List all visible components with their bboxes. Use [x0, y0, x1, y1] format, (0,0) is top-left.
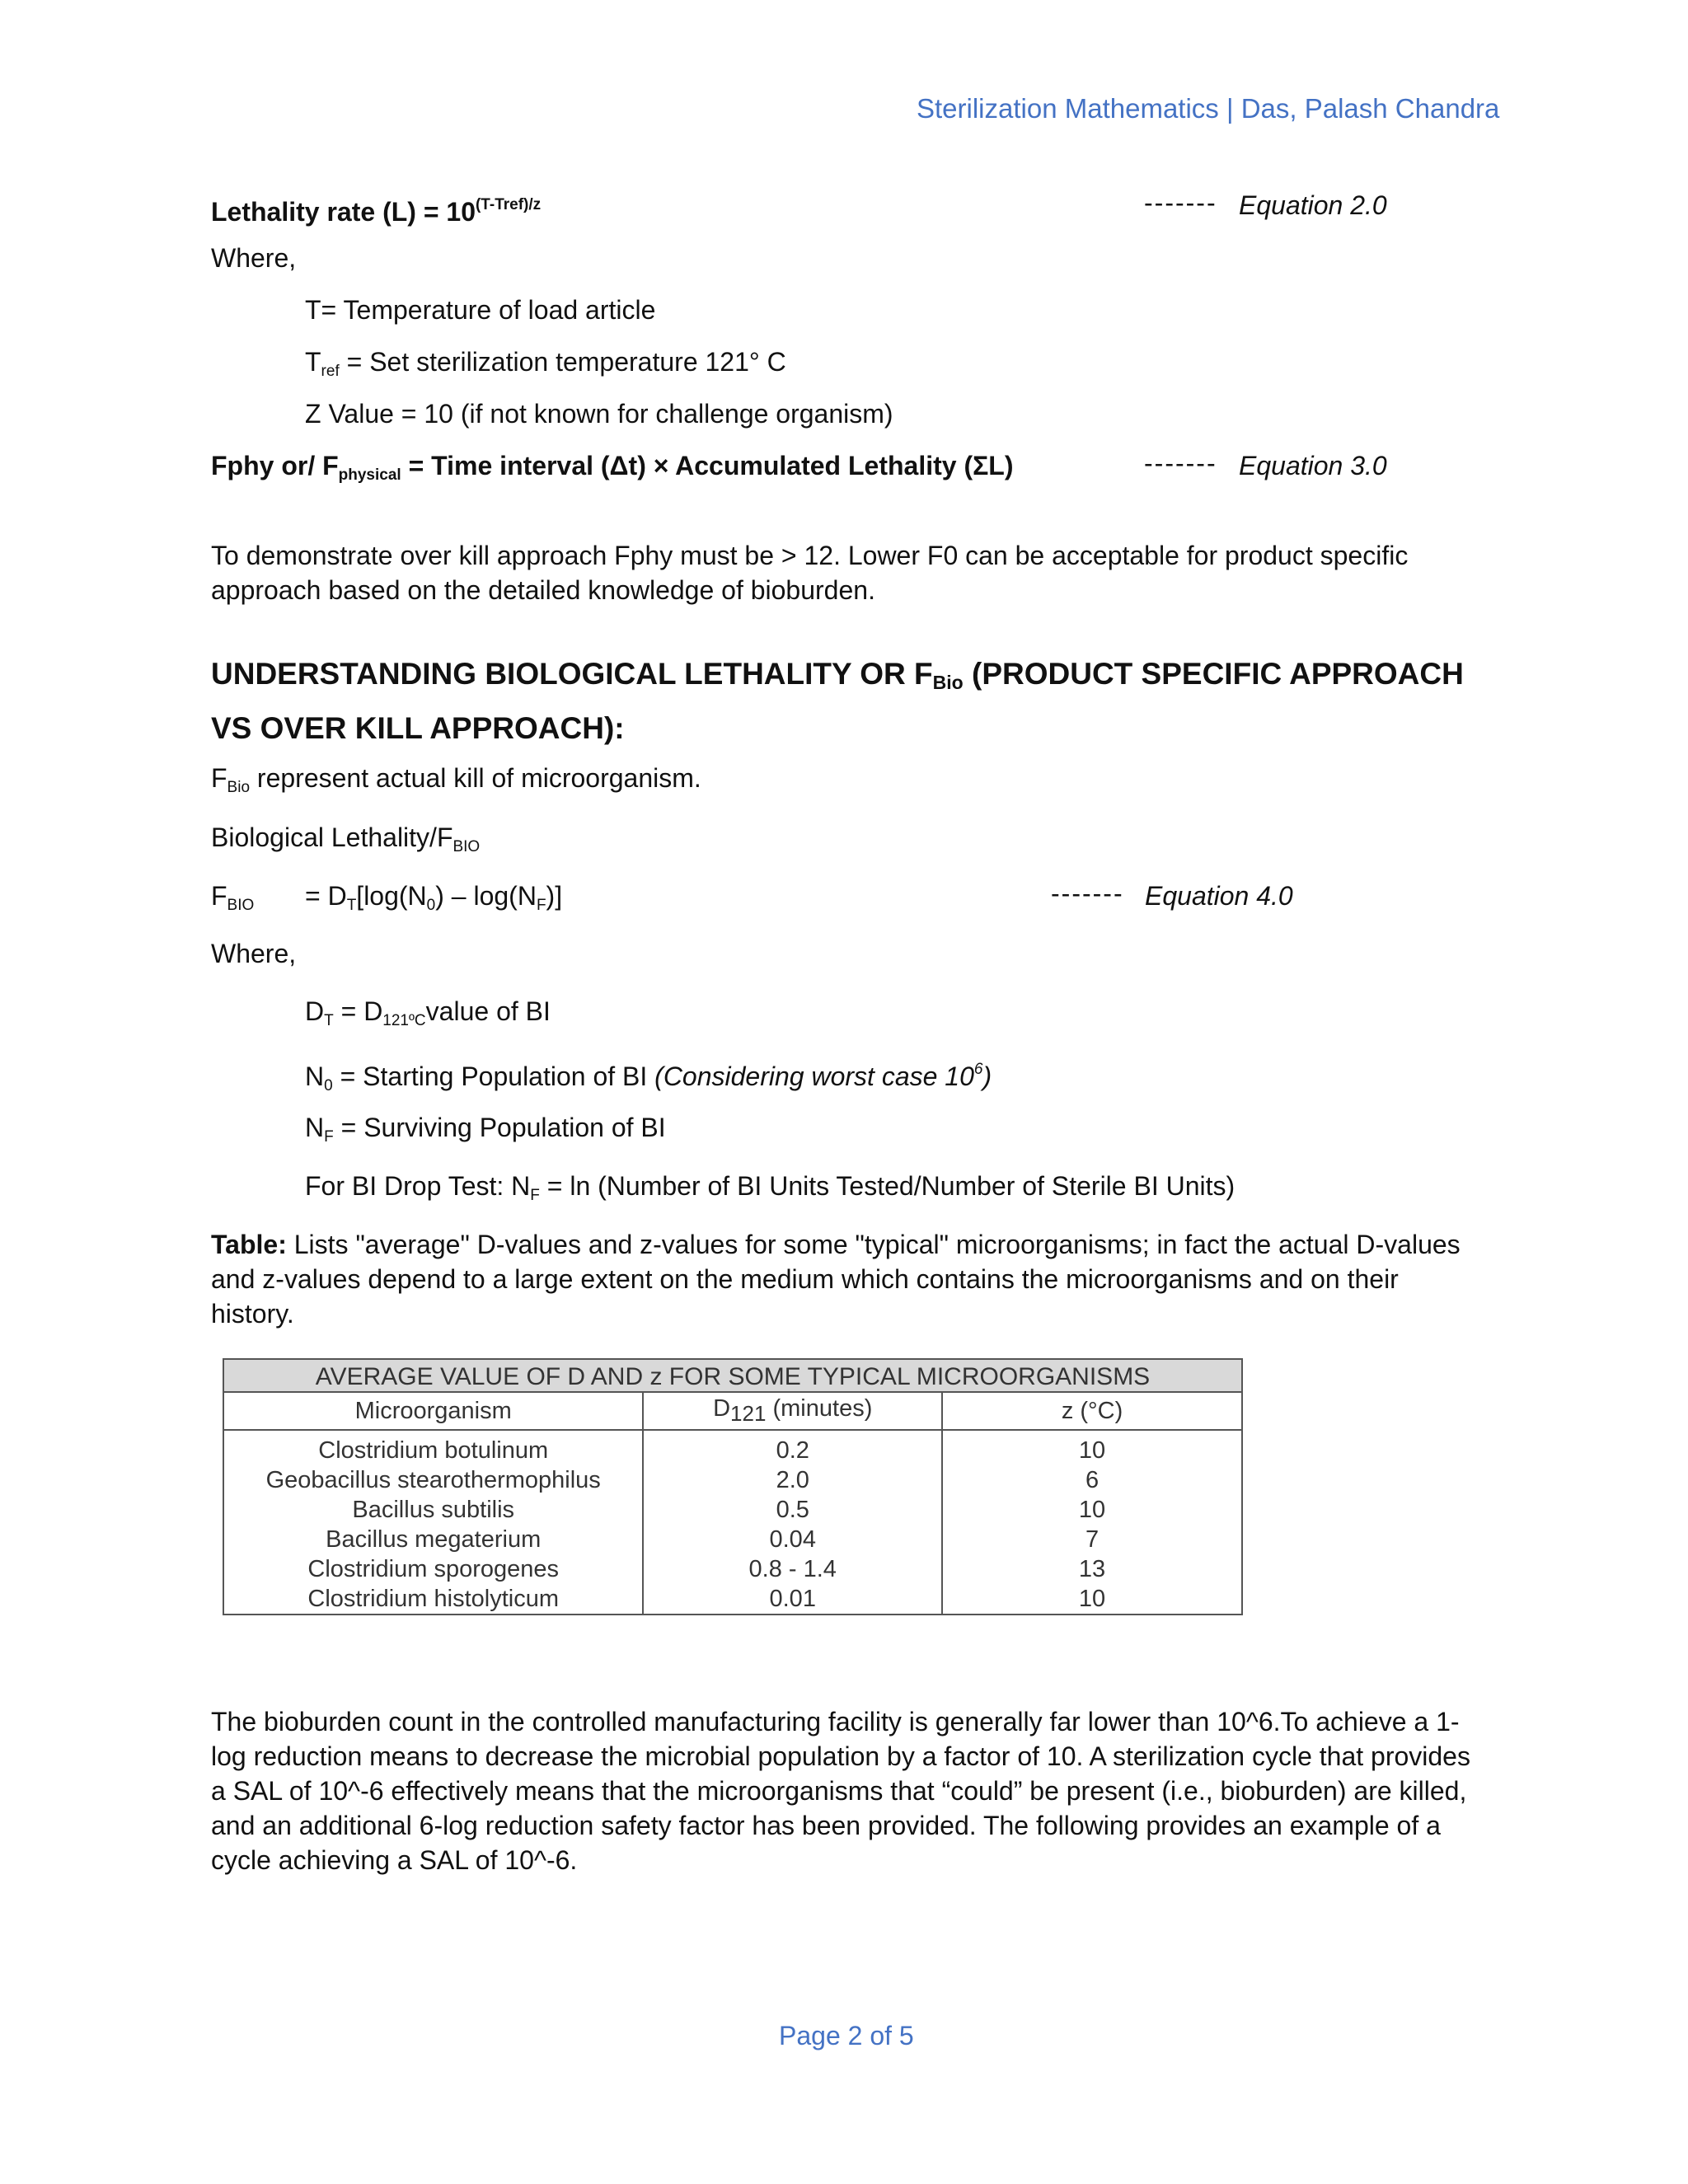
table-row [223, 1554, 1242, 1584]
header-microorganism: Microorganism [223, 1392, 643, 1430]
where-label-2: Where, [211, 939, 297, 968]
cell-d-value: 0.2 [643, 1430, 942, 1465]
eq3-dashes: ------- [1144, 448, 1217, 478]
cell-microorganism: Clostridium histolyticum [223, 1584, 643, 1615]
microorganism-table [223, 1358, 1243, 1615]
cell-z-value: 10 [942, 1430, 1242, 1465]
cell-z-value: 10 [942, 1495, 1242, 1525]
overkill-paragraph: To demonstrate over kill approach Fphy must be > 12. Lower F0 can be acceptable for product specific approach based on the detailed knowledge of bioburden. [211, 541, 1409, 605]
eq4-number: Equation 4.0 [1145, 881, 1293, 911]
eq2-exponent: (T-Tref)/z [475, 196, 542, 213]
cell-d-value: 0.04 [643, 1525, 942, 1554]
eq2-label: Lethality rate (L) = 10 [211, 197, 476, 227]
running-header: Sterilization Mathematics | Das, Palash Chandra [917, 93, 1500, 124]
header-d121: $D_{121}$ (minutes) [643, 1392, 942, 1430]
header-z: z (°C) [942, 1392, 1242, 1430]
def-tref: $T_{ref}$ = Set sterilization temperature 121° C [305, 347, 786, 380]
cell-z-value: 7 [942, 1525, 1242, 1554]
eq3-number: Equation 3.0 [1239, 451, 1387, 480]
cell-d-value: 2.0 [643, 1465, 942, 1495]
eq2-number: Equation 2.0 [1239, 190, 1387, 220]
cell-microorganism: Bacillus subtilis [223, 1495, 643, 1525]
page-number: Page 2 of 5 [779, 2021, 914, 2050]
cell-z-value: 13 [942, 1554, 1242, 1584]
def-bi-drop-test: For BI Drop Test: $N_F = \ln$ (Number of BI Units Tested/Number of Sterile BI Units) [305, 1171, 1236, 1204]
table-row [223, 1465, 1242, 1495]
cell-microorganism: Geobacillus stearothermophilus [223, 1465, 643, 1495]
cell-d-value: 0.5 [643, 1495, 942, 1525]
table-row [223, 1525, 1242, 1554]
fbio-lhs: $F_{BIO}$ [211, 881, 255, 914]
bioburden-paragraph: The bioburden count in the controlled manufacturing facility is generally far lower than 10^6.To achieve a 1-log reduction means to decrease the microbial population by a factor of 10. A sterilization cycle that provides a SAL of 10^-6 effectively means that the microorganisms that “could” be present (i.e., bioburden) are killed, and an additional 6-log reduction safety factor has been provided. The following provides an example of a cycle achieving a SAL of 10^-6. [211, 1707, 1470, 1875]
cell-z-value: 10 [942, 1584, 1242, 1615]
cell-microorganism: Clostridium botulinum [223, 1430, 643, 1465]
biological-lethality-label: Biological Lethality/$F_{BIO}$ [211, 823, 481, 855]
eq2-dashes: ------- [1144, 188, 1217, 218]
def-nf: $N_F$ = Surviving Population of BI [305, 1113, 666, 1146]
fbio-equation: = $D_T[\log(N_0) - \log(N_F)]$ [305, 881, 563, 914]
def-z: Z Value = 10 (if not known for challenge organism) [305, 399, 893, 429]
eq4-dashes: ------- [1051, 879, 1124, 908]
cell-d-value: 0.01 [643, 1584, 942, 1615]
def-t: T= Temperature of load article [305, 295, 656, 325]
table-row [223, 1430, 1242, 1465]
where-label-1: Where, [211, 243, 297, 273]
def-dt: $D_T$ = $D_{121ºC}value$ of BI [305, 996, 551, 1029]
cell-microorganism: Clostridium sporogenes [223, 1554, 643, 1584]
cell-microorganism: Bacillus megaterium [223, 1525, 643, 1554]
table-caption: AVERAGE VALUE OF D AND z FOR SOME TYPICAL MICROORGANISMS [223, 1358, 1243, 1391]
table-row [223, 1584, 1242, 1615]
def-n0: $N_0$ = Starting Population of BI (Considering worst case $10^6$) [305, 1061, 992, 1094]
lethality-rate-equation [211, 188, 541, 229]
table-row [223, 1495, 1242, 1525]
section-heading: UNDERSTANDING BIOLOGICAL LETHALITY OR $F_{Bio}$ (PRODUCT SPECIFIC APPROACH VS OVER KILL APPROACH): [211, 657, 1464, 745]
cell-z-value: 6 [942, 1465, 1242, 1495]
table-header-row [223, 1392, 1242, 1430]
table-note: Table: Lists "average" D-values and z-values for some "typical" microorganisms; in fact the actual D-values and z-values depend to a large extent on the medium which contains the microorganisms and on their history. [211, 1230, 1461, 1329]
fbio-definition: $F_{Bio}$ represent actual kill of microorganism. [211, 763, 701, 796]
cell-d-value: 0.8 - 1.4 [643, 1554, 942, 1584]
fphy-equation: Fphy or/ $F_{physical}$ = Time interval (Δt) × Accumulated Lethality (ΣL) [211, 451, 1014, 484]
